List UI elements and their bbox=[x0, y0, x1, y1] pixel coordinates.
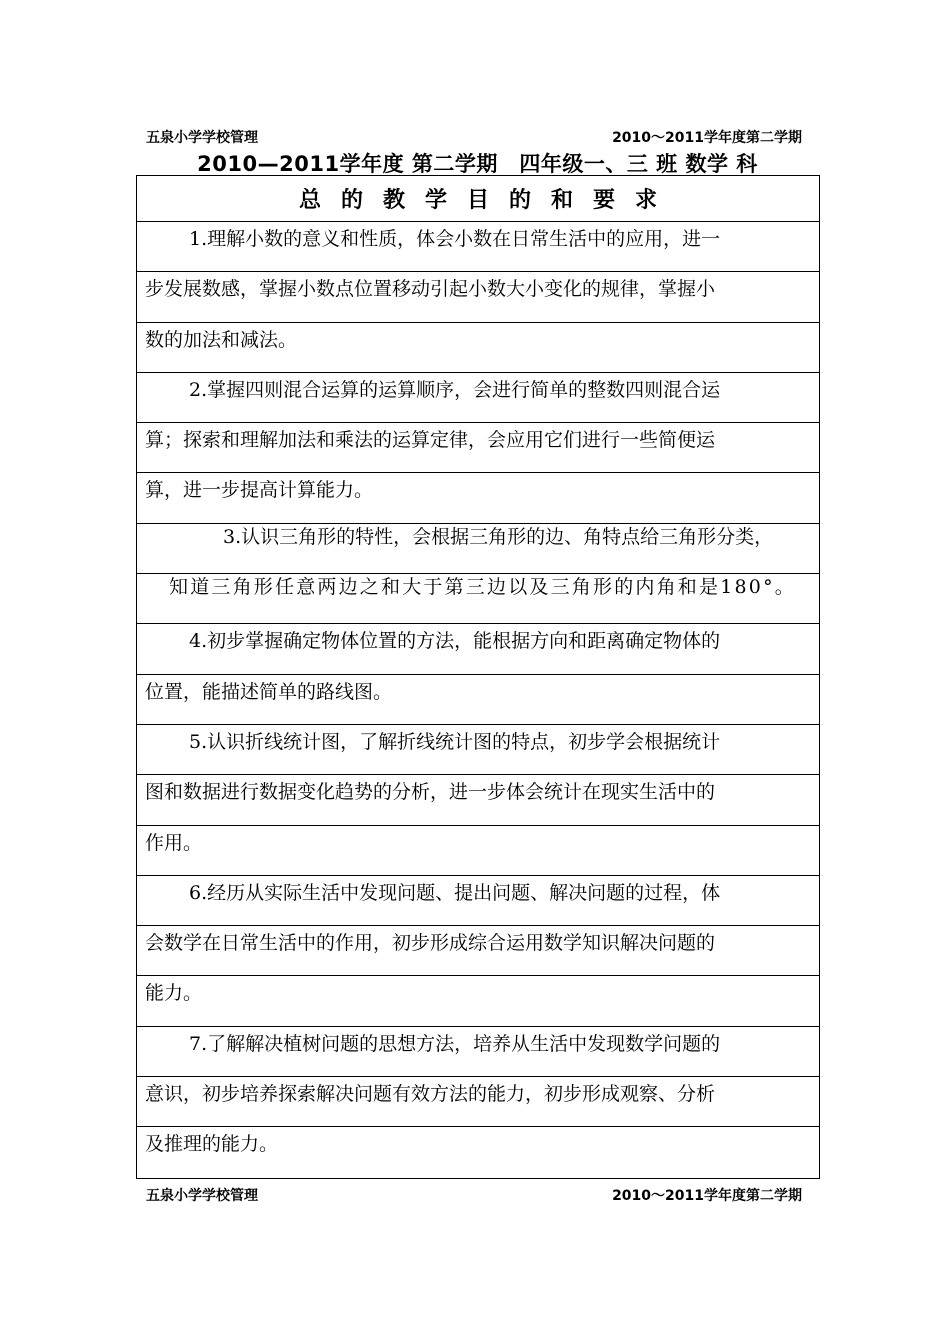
objectives-table bbox=[136, 175, 820, 1179]
table-row: 4.初步掌握确定物体位置的方法，能根据方向和距离确定物体的 bbox=[137, 624, 819, 674]
document-title: 2010—2011学年度 第二学期 四年级一、三 班 数学 科 bbox=[197, 152, 758, 176]
table-heading: 总的教学目的和要求 bbox=[137, 176, 819, 222]
table-row: 位置，能描述简单的路线图。 bbox=[137, 675, 819, 725]
table-row: 1.理解小数的意义和性质，体会小数在日常生活中的应用，进一 bbox=[137, 222, 819, 272]
table-row: 3.认识三角形的特性，会根据三角形的边、角特点给三角形分类， bbox=[137, 524, 819, 574]
header-school: 五泉小学学校管理 bbox=[146, 130, 258, 146]
table-row: 7.了解解决植树问题的思想方法，培养从生活中发现数学问题的 bbox=[137, 1027, 819, 1077]
footer-term: 2010～2011学年度第二学期 bbox=[612, 1188, 802, 1204]
table-row: 算；探索和理解加法和乘法的运算定律，会应用它们进行一些简便运 bbox=[137, 423, 819, 473]
running-header bbox=[146, 127, 802, 147]
table-row: 步发展数感，掌握小数点位置移动引起小数大小变化的规律，掌握小 bbox=[137, 272, 819, 322]
table-row: 算，进一步提高计算能力。 bbox=[137, 473, 819, 523]
table-row: 会数学在日常生活中的作用，初步形成综合运用数学知识解决问题的 bbox=[137, 926, 819, 976]
table-row: 2.掌握四则混合运算的运算顺序，会进行简单的整数四则混合运 bbox=[137, 373, 819, 423]
table-row: 5.认识折线统计图，了解折线统计图的特点，初步学会根据统计 bbox=[137, 725, 819, 775]
header-term: 2010～2011学年度第二学期 bbox=[612, 130, 802, 146]
table-row: 数的加法和减法。 bbox=[137, 323, 819, 373]
table-row: 能力。 bbox=[137, 976, 819, 1026]
table-row: 知道三角形任意两边之和大于第三边以及三角形的内角和是180°。 bbox=[137, 574, 819, 624]
table-row: 图和数据进行数据变化趋势的分析，进一步体会统计在现实生活中的 bbox=[137, 775, 819, 825]
table-row: 作用。 bbox=[137, 826, 819, 876]
table-row: 及推理的能力。 bbox=[145, 1133, 279, 1156]
running-footer bbox=[146, 1185, 802, 1205]
table-row: 意识，初步培养探索解决问题有效方法的能力，初步形成观察、分析 bbox=[137, 1077, 819, 1127]
footer-school: 五泉小学学校管理 bbox=[146, 1188, 258, 1204]
table-row: 6.经历从实际生活中发现问题、提出问题、解决问题的过程，体 bbox=[137, 876, 819, 926]
